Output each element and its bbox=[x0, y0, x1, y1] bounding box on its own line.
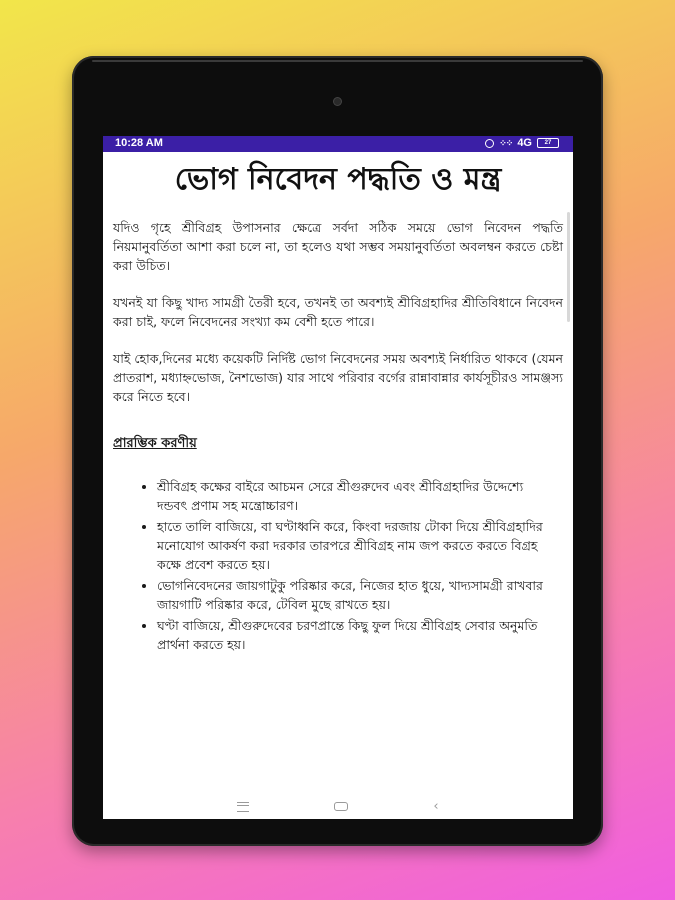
paragraph-1: যদিও গৃহে শ্রীবিগ্রহ উপাসনার ক্ষেত্রে সর্বদা সঠিক সময়ে ভোগ নিবেদন পদ্ধতি নিয়মানুবর্তিতা আশা করা চলে না, তা হলেও যথা সম্ভব সময়ানুবর্তিতা অবলম্বন করতে চেষ্টা করা উচিত। bbox=[113, 220, 563, 273]
tablet-frame bbox=[72, 56, 603, 846]
device-screen bbox=[103, 136, 573, 819]
signal-dots-icon: ⁘⁘ bbox=[499, 137, 513, 148]
article-title: ভোগ নিবেদন পদ্ধতি ও মন্ত্র bbox=[174, 162, 502, 197]
list-item: • ঘণ্টা বাজিয়ে, শ্রীগুরুদেবের চরণপ্রান্তে কিছু ফুল দিয়ে শ্রীবিগ্রহ সেবার অনুমতি প্রার্থনা করতে হয়। bbox=[157, 616, 555, 654]
list-item: • শ্রীবিগ্রহ কক্ষের বাইরে আচমন সেরে শ্রীগুরুদেব এবং শ্রীবিগ্রহাদির উদ্দেশ্যে দন্ডবৎ প্রণাম সহ মন্ত্রোচ্চারণ। bbox=[157, 477, 555, 515]
recent-apps-icon[interactable] bbox=[237, 802, 249, 812]
status-icons bbox=[485, 137, 559, 149]
paragraph-2: যখনই যা কিছু খাদ্য সামগ্রী তৈরী হবে, তখনই তা অবশ্যই শ্রীবিগ্রহাদির শ্রীতিবিধানে নিবেদন করা চাই, ফলে নিবেদনের সংখ্যা কম বেশী হতে পারে। bbox=[113, 295, 563, 329]
list-item: • হাতে তালি বাজিয়ে, বা ঘণ্টাধ্বনি করে, কিংবা দরজায় টোকা দিয়ে শ্রীবিগ্রহাদির মনোযোগ আকর্ষণ করা দরকার তারপরে শ্রীবিগ্রহ নাম জপ করতে করতে বিগ্রহ কক্ষে প্রবেশ করতে হয়। bbox=[157, 517, 555, 574]
tablet-top-edge bbox=[92, 60, 583, 62]
home-icon[interactable] bbox=[334, 802, 348, 811]
paragraph-3: যাই হোক,দিনের মধ্যে কয়েকটি নির্দিষ্ট ভোগ নিবেদনের সময় অবশ্যই নির্ধারিত থাকবে (যেমন প্রাতরাশ, মধ্যাহ্নভোজ, নৈশভোজ) যার সাথে পরিবার বর্গের রান্নাবান্নার কার্যসূচীরও সামঞ্জস্য করে নিতে হবে। bbox=[113, 351, 563, 404]
section-heading: প্রারম্ভিক করণীয় bbox=[113, 436, 197, 451]
list-item: • ভোগনিবেদনের জায়গাটুকু পরিষ্কার করে, নিজের হাত ধুয়ে, খাদ্যসামগ্রী রাখবার জায়গাটি পরিষ্কার করে, টেবিল মুছে রাখতে হয়। bbox=[157, 576, 555, 614]
scrollbar[interactable] bbox=[567, 212, 570, 322]
article-content[interactable] bbox=[103, 152, 573, 794]
network-label: 4G bbox=[517, 137, 532, 149]
status-time: 10:28 AM bbox=[115, 137, 163, 149]
status-bar bbox=[103, 136, 573, 152]
front-camera bbox=[334, 98, 341, 105]
back-icon[interactable]: ‹ bbox=[433, 799, 439, 814]
battery-icon: 27 bbox=[537, 138, 559, 148]
bullet-list bbox=[143, 477, 555, 654]
navigation-bar bbox=[103, 794, 573, 819]
alarm-icon bbox=[485, 139, 494, 148]
